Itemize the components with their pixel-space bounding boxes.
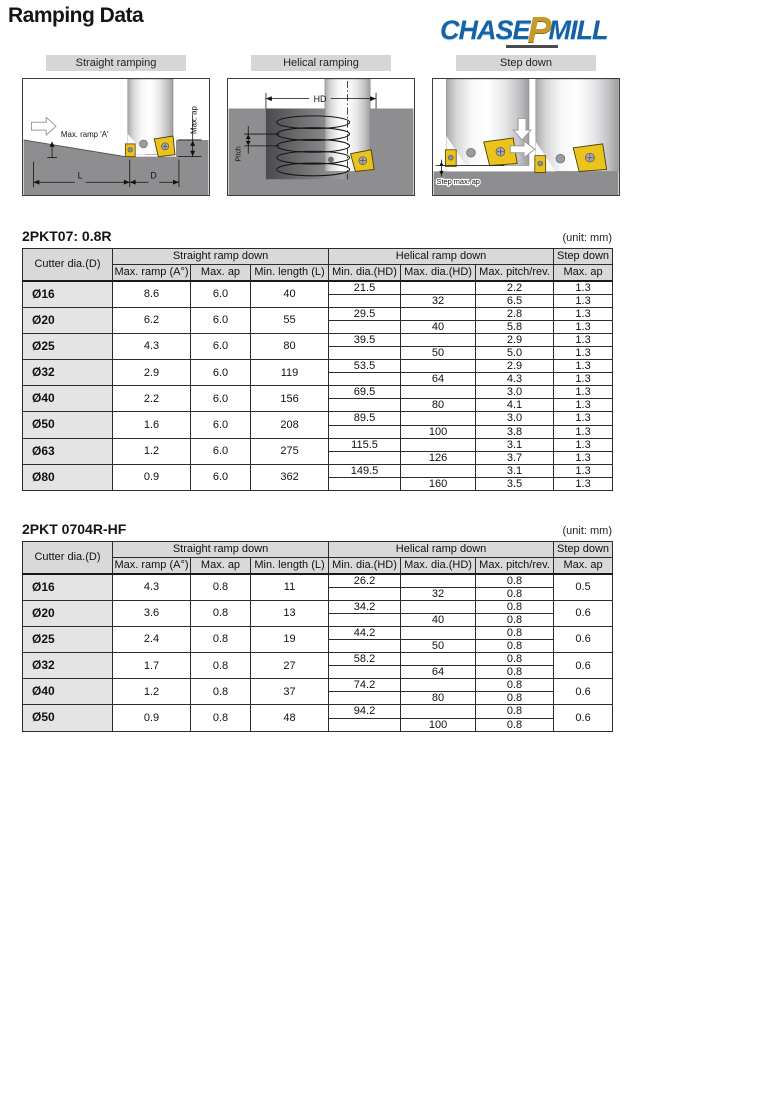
min-dia-cell: 44.2 (329, 626, 401, 639)
col-header-min-dia: Min. dia.(HD) (329, 265, 401, 281)
panel-step-down (432, 55, 620, 196)
pitch-cell: 0.8 (476, 705, 554, 718)
pitch-cell: 2.9 (476, 333, 554, 346)
step-ap-cell: 1.3 (554, 373, 613, 386)
pitch-cell: 3.8 (476, 425, 554, 438)
table-row (23, 705, 613, 718)
logo-text-mill: MILL (548, 15, 608, 45)
max-ramp-cell: 3.6 (113, 600, 191, 626)
min-dia-cell: 26.2 (329, 574, 401, 588)
max-dia-empty-cell (401, 412, 476, 425)
table-title: 2PKT07: 0.8R (22, 228, 112, 244)
min-dia-cell: 29.5 (329, 307, 401, 320)
step-ap-cell: 0.6 (554, 653, 613, 679)
table-row (23, 360, 613, 373)
min-dia-cell: 53.5 (329, 360, 401, 373)
max-ap-cell: 6.0 (191, 281, 251, 308)
cutter-dia-cell: Ø16 (23, 574, 113, 601)
pitch-cell: 3.1 (476, 464, 554, 477)
pitch-cell: 3.0 (476, 386, 554, 399)
max-dia-empty-cell (401, 360, 476, 373)
pitch-cell: 0.8 (476, 574, 554, 588)
cutter-dia-cell: Ø20 (23, 307, 113, 333)
step-ap-cell: 1.3 (554, 477, 613, 490)
min-length-cell: 119 (251, 360, 329, 386)
step-ap-cell: 0.6 (554, 679, 613, 705)
min-dia-empty-cell (329, 373, 401, 386)
step-ap-cell: 0.5 (554, 574, 613, 601)
cutter-dia-cell: Ø50 (23, 705, 113, 731)
max-ramp-cell: 2.9 (113, 360, 191, 386)
max-dia-empty-cell (401, 705, 476, 718)
step-ap-cell: 1.3 (554, 399, 613, 412)
max-dia-empty-cell (401, 281, 476, 295)
max-dia-cell: 40 (401, 320, 476, 333)
col-header-max-ap: Max. ap (191, 558, 251, 574)
group-header-helical: Helical ramp down (329, 542, 554, 558)
table-row (23, 653, 613, 666)
min-dia-cell: 21.5 (329, 281, 401, 295)
max-dia-empty-cell (401, 333, 476, 346)
pitch-cell: 3.7 (476, 451, 554, 464)
table-row (23, 574, 613, 588)
col-header-cutter-dia: Cutter dia.(D) (23, 542, 113, 574)
max-ap-cell: 6.0 (191, 412, 251, 438)
max-ramp-cell: 4.3 (113, 574, 191, 601)
ramp-angle-label: Max. ramp 'A' (60, 130, 109, 139)
cutter-dia-cell: Ø32 (23, 360, 113, 386)
max-ramp-cell: 2.4 (113, 626, 191, 652)
cutter-dia-cell: Ø40 (23, 386, 113, 412)
min-dia-empty-cell (329, 346, 401, 359)
panel-title: Helical ramping (251, 55, 391, 71)
pitch-cell: 3.5 (476, 477, 554, 490)
max-dia-empty-cell (401, 600, 476, 613)
col-header-max-dia: Max. dia.(HD) (401, 265, 476, 281)
step-ap-cell: 1.3 (554, 281, 613, 295)
milling-tool-left (445, 79, 529, 166)
max-dia-cell: 32 (401, 294, 476, 307)
min-dia-empty-cell (329, 587, 401, 600)
pitch-cell: 2.8 (476, 307, 554, 320)
max-ramp-cell: 2.2 (113, 386, 191, 412)
max-dia-empty-cell (401, 626, 476, 639)
min-length-cell: 208 (251, 412, 329, 438)
cutter-dia-cell: Ø63 (23, 438, 113, 464)
table-block-2pkt0704r-hf (22, 521, 612, 732)
min-length-cell: 362 (251, 464, 329, 490)
pitch-cell: 0.8 (476, 679, 554, 692)
pitch-cell: 0.8 (476, 692, 554, 705)
pitch-cell: 0.8 (476, 587, 554, 600)
max-ap-cell: 0.8 (191, 626, 251, 652)
min-dia-empty-cell (329, 451, 401, 464)
max-dia-empty-cell (401, 464, 476, 477)
col-header-min-length: Min. length (L) (251, 558, 329, 574)
pitch-cell: 2.9 (476, 360, 554, 373)
max-ramp-cell: 8.6 (113, 281, 191, 308)
min-dia-empty-cell (329, 477, 401, 490)
min-length-cell: 19 (251, 626, 329, 652)
max-dia-cell: 50 (401, 639, 476, 652)
col-header-max-ramp: Max. ramp (A°) (113, 265, 191, 281)
min-dia-empty-cell (329, 666, 401, 679)
max-dia-cell: 100 (401, 718, 476, 731)
cutter-dia-cell: Ø32 (23, 653, 113, 679)
pitch-cell: 5.0 (476, 346, 554, 359)
length-l-label: L (77, 170, 83, 181)
max-ap-cell: 6.0 (191, 307, 251, 333)
table-row (23, 412, 613, 425)
min-dia-cell: 58.2 (329, 653, 401, 666)
step-ap-cell: 1.3 (554, 294, 613, 307)
max-dia-empty-cell (401, 679, 476, 692)
unit-note: (unit: mm) (562, 232, 612, 244)
cutter-dia-cell: Ø20 (23, 600, 113, 626)
cutter-dia-cell: Ø50 (23, 412, 113, 438)
step-ap-cell: 1.3 (554, 412, 613, 425)
table-row (23, 307, 613, 320)
min-length-cell: 48 (251, 705, 329, 731)
pitch-cell: 0.8 (476, 626, 554, 639)
pitch-cell: 0.8 (476, 600, 554, 613)
max-dia-cell: 80 (401, 399, 476, 412)
max-ap-cell: 0.8 (191, 574, 251, 601)
min-dia-cell: 69.5 (329, 386, 401, 399)
col-header-max-dia: Max. dia.(HD) (401, 558, 476, 574)
pitch-label: Pitch (235, 146, 243, 162)
max-ramp-cell: 0.9 (113, 464, 191, 490)
max-ap-cell: 0.8 (191, 600, 251, 626)
helical-ramping-illustration (227, 78, 415, 196)
pitch-cell: 5.8 (476, 320, 554, 333)
panel-straight-ramping (22, 55, 210, 196)
max-dia-empty-cell (401, 438, 476, 451)
pitch-cell: 0.8 (476, 639, 554, 652)
min-length-cell: 40 (251, 281, 329, 308)
max-ramp-cell: 1.2 (113, 679, 191, 705)
step-ap-cell: 0.6 (554, 600, 613, 626)
max-dia-empty-cell (401, 386, 476, 399)
pitch-cell: 6.5 (476, 294, 554, 307)
step-ap-cell: 1.3 (554, 346, 613, 359)
min-length-cell: 37 (251, 679, 329, 705)
max-ap-cell: 0.8 (191, 705, 251, 731)
table-title: 2PKT 0704R-HF (22, 521, 127, 537)
max-ap-cell: 6.0 (191, 438, 251, 464)
cutter-dia-cell: Ø80 (23, 464, 113, 490)
logo-text-chase: CHASE (440, 15, 530, 45)
cutter-dia-cell: Ø40 (23, 679, 113, 705)
min-length-cell: 275 (251, 438, 329, 464)
step-ap-cell: 1.3 (554, 438, 613, 451)
max-ap-cell: 6.0 (191, 333, 251, 359)
step-ap-cell: 1.3 (554, 307, 613, 320)
min-dia-empty-cell (329, 320, 401, 333)
table-row (23, 438, 613, 451)
diameter-d-label: D (150, 170, 157, 181)
pitch-cell: 0.8 (476, 613, 554, 626)
min-dia-empty-cell (329, 425, 401, 438)
step-ap-cell: 1.3 (554, 451, 613, 464)
step-ap-cell: 1.3 (554, 464, 613, 477)
table-row (23, 464, 613, 477)
table-row (23, 679, 613, 692)
max-dia-empty-cell (401, 307, 476, 320)
step-ap-cell: 1.3 (554, 386, 613, 399)
max-dia-cell: 64 (401, 373, 476, 386)
min-dia-cell: 94.2 (329, 705, 401, 718)
min-dia-cell: 39.5 (329, 333, 401, 346)
min-length-cell: 27 (251, 653, 329, 679)
min-dia-empty-cell (329, 294, 401, 307)
min-dia-empty-cell (329, 399, 401, 412)
max-ramp-cell: 1.2 (113, 438, 191, 464)
min-dia-cell: 89.5 (329, 412, 401, 425)
max-ramp-cell: 4.3 (113, 333, 191, 359)
min-dia-cell: 74.2 (329, 679, 401, 692)
table-row (23, 281, 613, 295)
pitch-cell: 0.8 (476, 718, 554, 731)
col-header-min-dia: Min. dia.(HD) (329, 558, 401, 574)
col-header-step-max-ap: Max. ap (554, 265, 613, 281)
col-header-step-max-ap: Max. ap (554, 558, 613, 574)
max-ap-cell: 6.0 (191, 360, 251, 386)
col-header-max-ramp: Max. ramp (A°) (113, 558, 191, 574)
min-length-cell: 55 (251, 307, 329, 333)
cutter-dia-cell: Ø16 (23, 281, 113, 308)
min-dia-cell: 115.5 (329, 438, 401, 451)
max-ap-cell: 6.0 (191, 386, 251, 412)
max-dia-cell: 100 (401, 425, 476, 438)
unit-note: (unit: mm) (562, 525, 612, 537)
min-length-cell: 11 (251, 574, 329, 601)
step-ap-cell: 1.3 (554, 360, 613, 373)
pitch-cell: 4.3 (476, 373, 554, 386)
clamp-screw (140, 140, 148, 148)
table-row (23, 333, 613, 346)
panel-helical-ramping (227, 55, 415, 196)
brand-logo (440, 6, 608, 48)
pitch-cell: 3.1 (476, 438, 554, 451)
max-dia-cell: 160 (401, 477, 476, 490)
panel-title: Straight ramping (46, 55, 186, 71)
col-header-min-length: Min. length (L) (251, 265, 329, 281)
pitch-cell: 4.1 (476, 399, 554, 412)
ramping-table-1 (22, 248, 613, 491)
group-header-step: Step down (554, 542, 613, 558)
ramping-table-2 (22, 541, 613, 732)
max-dia-cell: 32 (401, 587, 476, 600)
cutter-dia-cell: Ø25 (23, 626, 113, 652)
step-max-ap-label: Step max. ap (436, 177, 480, 187)
max-ramp-cell: 6.2 (113, 307, 191, 333)
group-header-straight: Straight ramp down (113, 542, 329, 558)
max-ap-cell: 6.0 (191, 464, 251, 490)
logo-text-p: P (527, 9, 551, 50)
panel-title: Step down (456, 55, 596, 71)
milling-tool (125, 79, 175, 157)
min-dia-empty-cell (329, 613, 401, 626)
min-dia-empty-cell (329, 639, 401, 652)
max-dia-cell: 64 (401, 666, 476, 679)
min-dia-empty-cell (329, 718, 401, 731)
pitch-cell: 0.8 (476, 653, 554, 666)
min-dia-cell: 34.2 (329, 600, 401, 613)
col-header-max-pitch: Max. pitch/rev. (476, 265, 554, 281)
col-header-max-pitch: Max. pitch/rev. (476, 558, 554, 574)
max-ramp-cell: 1.7 (113, 653, 191, 679)
col-header-cutter-dia: Cutter dia.(D) (23, 249, 113, 281)
pitch-cell: 0.8 (476, 666, 554, 679)
step-down-illustration (432, 78, 620, 196)
straight-ramping-illustration (22, 78, 210, 196)
table-row (23, 600, 613, 613)
table-row (23, 386, 613, 399)
step-ap-cell: 1.3 (554, 425, 613, 438)
max-ramp-cell: 0.9 (113, 705, 191, 731)
table-block-2pkt07 (22, 228, 612, 491)
step-ap-cell: 0.6 (554, 705, 613, 731)
step-ap-cell: 0.6 (554, 626, 613, 652)
clamp-screw (467, 148, 476, 157)
pitch-cell: 3.0 (476, 412, 554, 425)
pitch-cell: 2.2 (476, 281, 554, 295)
step-ap-cell: 1.3 (554, 320, 613, 333)
page-title: Ramping Data (8, 4, 144, 27)
max-dia-empty-cell (401, 574, 476, 588)
group-header-helical: Helical ramp down (329, 249, 554, 265)
max-ramp-cell: 1.6 (113, 412, 191, 438)
milling-tool-right (535, 79, 619, 172)
group-header-step: Step down (554, 249, 613, 265)
max-dia-cell: 40 (401, 613, 476, 626)
table-row (23, 626, 613, 639)
max-ap-cell: 0.8 (191, 653, 251, 679)
min-dia-cell: 149.5 (329, 464, 401, 477)
clamp-screw (556, 154, 565, 163)
cutter-dia-cell: Ø25 (23, 333, 113, 359)
min-length-cell: 156 (251, 386, 329, 412)
max-dia-cell: 126 (401, 451, 476, 464)
min-length-cell: 80 (251, 333, 329, 359)
max-ap-cell: 0.8 (191, 679, 251, 705)
col-header-max-ap: Max. ap (191, 265, 251, 281)
max-dia-cell: 80 (401, 692, 476, 705)
step-ap-cell: 1.3 (554, 333, 613, 346)
group-header-straight: Straight ramp down (113, 249, 329, 265)
min-length-cell: 13 (251, 600, 329, 626)
min-dia-empty-cell (329, 692, 401, 705)
max-dia-cell: 50 (401, 346, 476, 359)
max-dia-empty-cell (401, 653, 476, 666)
hd-label: HD (313, 94, 327, 105)
max-ap-label: Max. ap (189, 106, 199, 135)
